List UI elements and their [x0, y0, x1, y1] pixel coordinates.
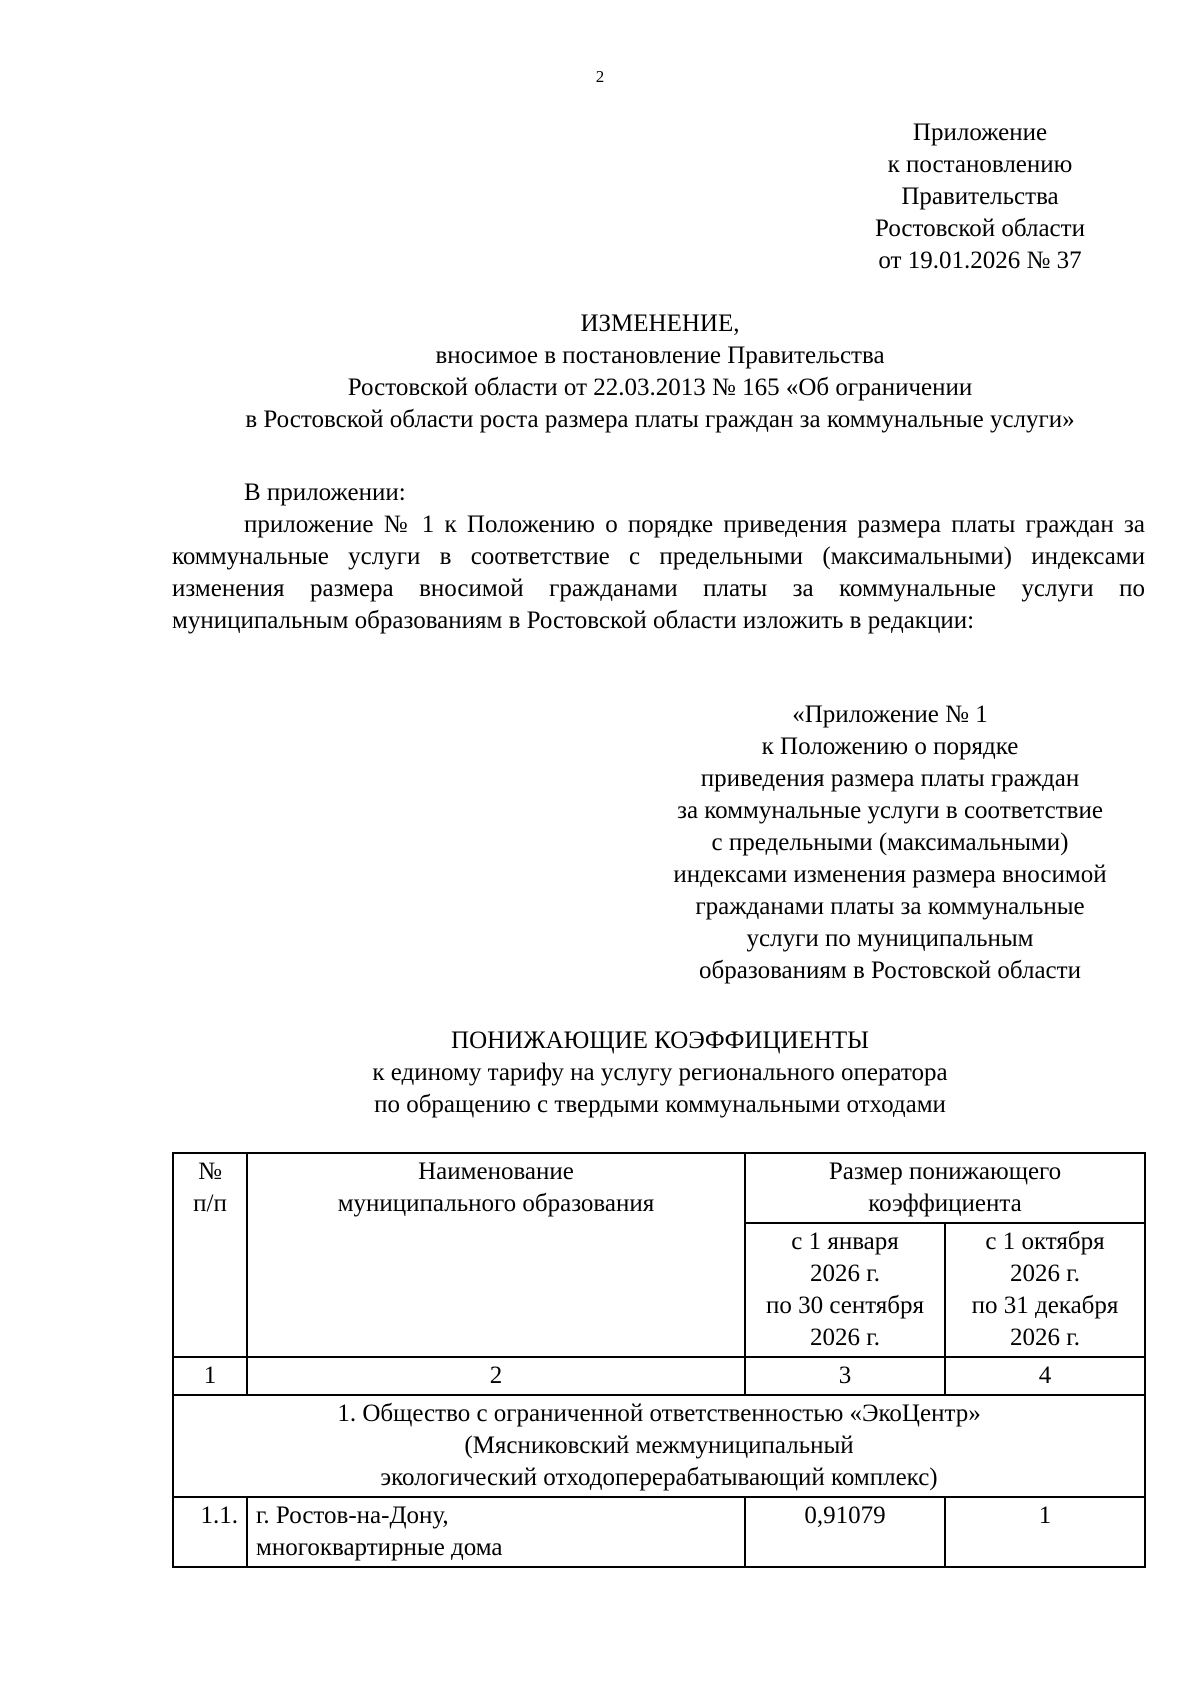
header-period-1: [745, 1223, 945, 1357]
title-line: Ростовской области от 22.03.2013 № 165 «Об ограничении: [347, 374, 973, 401]
table-title-heading: ПОНИЖАЮЩИЕ КОЭФФИЦИЕНТЫ: [451, 1027, 869, 1054]
header-text: по 30 сентября: [765, 1292, 925, 1319]
column-number: 3: [745, 1357, 945, 1395]
header-text: Наименование: [418, 1158, 574, 1185]
body-intro: В приложении:: [244, 479, 406, 506]
coefficients-table: [172, 1152, 1146, 1568]
appendix-header: [820, 117, 1140, 277]
section-line: экологический отходоперерабатывающий комплекс): [380, 1464, 938, 1491]
appendix-line: Правительства: [901, 183, 1059, 210]
appendix-line: от 19.01.2026 № 37: [878, 247, 1082, 274]
header-name: [247, 1153, 745, 1357]
quoted-line: к Положению о порядке: [761, 733, 1019, 760]
body-text: [172, 477, 1145, 637]
header-text: с 1 января: [791, 1228, 899, 1255]
header-number: [173, 1153, 247, 1357]
appendix-line: Ростовской области: [875, 215, 1085, 242]
header-text: муниципального образования: [337, 1190, 655, 1217]
header-text: коэффициента: [868, 1190, 1022, 1217]
table-title-line: к единому тарифу на услугу регионального оператора: [372, 1059, 948, 1086]
table-section-row: [173, 1395, 1145, 1497]
column-number: 2: [247, 1357, 745, 1395]
row-coefficient-1: 0,91079: [745, 1497, 945, 1567]
column-number: 1: [173, 1357, 247, 1395]
header-text: с 1 октября: [985, 1228, 1105, 1255]
appendix-line: к постановлению: [887, 151, 1073, 178]
section-title: [173, 1395, 1145, 1497]
row-name: [247, 1497, 745, 1567]
column-number: 4: [945, 1357, 1145, 1395]
header-period-2: [945, 1223, 1145, 1357]
body-paragraph: приложение № 1 к Положению о порядке приведения размера платы граждан за коммунальные услуги в соответствие с предельными (максимальными) индексами изменения размера вносимой гражданами платы за коммунальные услуги по муниципальным образованиям в Ростовской области изложить в редакции:: [172, 511, 1145, 634]
document-title: [120, 308, 1200, 436]
header-text: 2026 г.: [1010, 1324, 1080, 1351]
header-text: 2026 г.: [810, 1324, 880, 1351]
header-text: п/п: [193, 1190, 227, 1217]
title-line: вносимое в постановление Правительства: [435, 342, 885, 369]
quoted-appendix-header: [640, 699, 1140, 987]
quoted-line: гражданами платы за коммунальные: [695, 893, 1085, 920]
section-line: 1. Общество с ограниченной ответственностью «ЭкоЦентр»: [337, 1400, 981, 1427]
quoted-line: приведения размера платы граждан: [700, 765, 1080, 792]
quoted-line: услуги по муниципальным: [746, 925, 1034, 952]
header-text: по 31 декабря: [971, 1292, 1119, 1319]
row-coefficient-2: 1: [945, 1497, 1145, 1567]
header-text: 2026 г.: [810, 1260, 880, 1287]
header-text: №: [198, 1158, 222, 1185]
quoted-line: с предельными (максимальными): [711, 829, 1069, 856]
row-name-line: г. Ростов-на-Дону,: [256, 1502, 449, 1529]
title-line: в Ростовской области роста размера платы граждан за коммунальные услуги»: [245, 406, 1075, 433]
table-title-line: по обращению с твердыми коммунальными отходами: [374, 1091, 946, 1118]
quoted-line: за коммунальные услуги в соответствие: [677, 797, 1103, 824]
appendix-line: Приложение: [912, 119, 1048, 146]
table-header-row: [173, 1153, 1145, 1223]
table-numbering-row: [173, 1357, 1145, 1395]
page-number: 2: [595, 67, 605, 86]
table-row: [173, 1497, 1145, 1567]
quoted-line: индексами изменения размера вносимой: [673, 861, 1107, 888]
table-title: [120, 1025, 1200, 1121]
header-text: 2026 г.: [1010, 1260, 1080, 1287]
quoted-line: образованиям в Ростовской области: [699, 957, 1081, 984]
header-coefficient: [745, 1153, 1145, 1223]
row-number: 1.1.: [173, 1497, 247, 1567]
section-line: (Мясниковский межмуниципальный: [464, 1432, 854, 1459]
header-text: Размер понижающего: [828, 1158, 1062, 1185]
title-heading: ИЗМЕНЕНИЕ,: [580, 310, 740, 337]
quoted-line: «Приложение № 1: [792, 701, 988, 728]
row-name-line: многоквартирные дома: [256, 1534, 503, 1561]
